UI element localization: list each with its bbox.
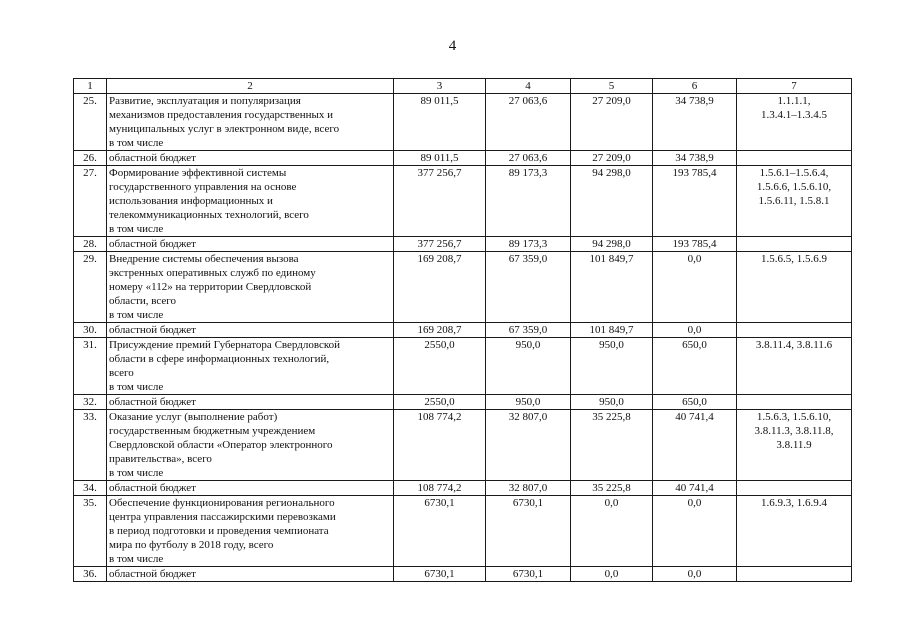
- column-header: 4: [486, 79, 571, 94]
- column-header: 1: [74, 79, 107, 94]
- value-cell-c5: 0,0: [571, 567, 653, 582]
- value-cell-c5: 950,0: [571, 338, 653, 395]
- column-header: 2: [107, 79, 394, 94]
- description-line: телекоммуникационных технологий, всего: [109, 209, 309, 221]
- value-cell-c4: 6730,1: [486, 496, 571, 567]
- page-number: 4: [448, 38, 457, 54]
- value-cell-c3: 108 774,2: [394, 481, 486, 496]
- reference-cell: [737, 237, 852, 252]
- table-row: [74, 151, 852, 166]
- value-cell-c6: 650,0: [653, 395, 737, 410]
- value-cell-c4: 950,0: [486, 338, 571, 395]
- description-line: муниципальных услуг в электронном виде, всего: [109, 123, 340, 135]
- table-row: [74, 323, 852, 338]
- description-line: всего: [109, 367, 134, 379]
- table-row: [74, 496, 852, 567]
- row-description: [107, 237, 394, 252]
- reference-line: 1.5.6.1–1.5.6.4,: [759, 167, 829, 179]
- description-line: областной бюджет: [109, 482, 196, 494]
- description-line: в том числе: [109, 467, 164, 479]
- value-cell-c4: 89 173,3: [486, 166, 571, 237]
- description-line: государственным бюджетным учреждением: [109, 425, 316, 437]
- value-cell-c3: 108 774,2: [394, 410, 486, 481]
- row-number: 26.: [74, 151, 107, 166]
- description-line: областной бюджет: [109, 238, 196, 250]
- value-cell-c4: 89 173,3: [486, 237, 571, 252]
- value-cell-c3: 377 256,7: [394, 166, 486, 237]
- value-cell-c6: 0,0: [653, 496, 737, 567]
- value-cell-c5: 35 225,8: [571, 410, 653, 481]
- value-cell-c4: 32 807,0: [486, 410, 571, 481]
- description-line: Развитие, эксплуатация и популяризация: [109, 95, 301, 107]
- table-body: [74, 94, 852, 582]
- column-header: 3: [394, 79, 486, 94]
- header-row: [74, 79, 852, 94]
- row-number: 28.: [74, 237, 107, 252]
- row-number: 25.: [74, 94, 107, 151]
- value-cell-c3: 2550,0: [394, 395, 486, 410]
- description-line: номеру «112» на территории Свердловской: [109, 281, 312, 293]
- value-cell-c3: 377 256,7: [394, 237, 486, 252]
- row-number: 33.: [74, 410, 107, 481]
- row-description: [107, 481, 394, 496]
- reference-cell: [737, 481, 852, 496]
- reference-cell: [737, 410, 852, 481]
- description-line: в том числе: [109, 137, 164, 149]
- value-cell-c6: 40 741,4: [653, 481, 737, 496]
- value-cell-c5: 35 225,8: [571, 481, 653, 496]
- value-cell-c5: 101 849,7: [571, 252, 653, 323]
- reference-cell: [737, 338, 852, 395]
- table-row: [74, 481, 852, 496]
- value-cell-c3: 169 208,7: [394, 252, 486, 323]
- value-cell-c4: 6730,1: [486, 567, 571, 582]
- value-cell-c4: 67 359,0: [486, 323, 571, 338]
- description-line: Оказание услуг (выполнение работ): [109, 411, 278, 423]
- reference-cell: [737, 496, 852, 567]
- reference-line: 1.5.6.3, 1.5.6.10,: [756, 411, 832, 423]
- value-cell-c4: 32 807,0: [486, 481, 571, 496]
- description-line: использования информационных и: [109, 195, 273, 207]
- description-line: в том числе: [109, 223, 164, 235]
- value-cell-c6: 193 785,4: [653, 166, 737, 237]
- row-description: [107, 410, 394, 481]
- column-header: 5: [571, 79, 653, 94]
- table-row: [74, 338, 852, 395]
- reference-line: 1.5.6.5, 1.5.6.9: [761, 253, 827, 265]
- description-line: в том числе: [109, 381, 164, 393]
- value-cell-c3: 6730,1: [394, 567, 486, 582]
- value-cell-c3: 89 011,5: [394, 151, 486, 166]
- description-line: Внедрение системы обеспечения вызова: [109, 253, 299, 265]
- value-cell-c5: 101 849,7: [571, 323, 653, 338]
- budget-table: [73, 78, 852, 582]
- value-cell-c6: 193 785,4: [653, 237, 737, 252]
- description-line: Обеспечение функционирования регионального: [109, 497, 335, 509]
- value-cell-c6: 34 738,9: [653, 151, 737, 166]
- table-row: [74, 567, 852, 582]
- value-cell-c6: 650,0: [653, 338, 737, 395]
- reference-cell: [737, 166, 852, 237]
- reference-cell: [737, 395, 852, 410]
- value-cell-c3: 2550,0: [394, 338, 486, 395]
- value-cell-c4: 27 063,6: [486, 151, 571, 166]
- reference-cell: [737, 567, 852, 582]
- reference-line: 1.5.6.6, 1.5.6.10,: [756, 181, 832, 193]
- value-cell-c4: 67 359,0: [486, 252, 571, 323]
- description-line: области, всего: [109, 295, 177, 307]
- value-cell-c6: 34 738,9: [653, 94, 737, 151]
- value-cell-c5: 27 209,0: [571, 151, 653, 166]
- row-number: 29.: [74, 252, 107, 323]
- reference-line: 3.8.11.9: [776, 439, 812, 451]
- reference-cell: [737, 94, 852, 151]
- reference-line: 1.5.6.11, 1.5.8.1: [758, 195, 830, 207]
- value-cell-c5: 94 298,0: [571, 237, 653, 252]
- reference-line: 1.3.4.1–1.3.4.5: [761, 109, 827, 121]
- description-line: областной бюджет: [109, 568, 196, 580]
- row-description: [107, 338, 394, 395]
- row-number: 36.: [74, 567, 107, 582]
- table-row: [74, 94, 852, 151]
- value-cell-c6: 40 741,4: [653, 410, 737, 481]
- column-header: 6: [653, 79, 737, 94]
- value-cell-c5: 0,0: [571, 496, 653, 567]
- reference-cell: [737, 151, 852, 166]
- row-description: [107, 496, 394, 567]
- description-line: областной бюджет: [109, 324, 196, 336]
- description-line: механизмов предоставления государственных и: [109, 109, 334, 121]
- value-cell-c3: 89 011,5: [394, 94, 486, 151]
- description-line: области в сфере информационных технологий,: [109, 353, 330, 365]
- column-header: 7: [737, 79, 852, 94]
- row-number: 32.: [74, 395, 107, 410]
- row-description: [107, 323, 394, 338]
- table-row: [74, 410, 852, 481]
- row-description: [107, 252, 394, 323]
- description-line: государственного управления на основе: [109, 181, 297, 193]
- value-cell-c6: 0,0: [653, 323, 737, 338]
- value-cell-c5: 950,0: [571, 395, 653, 410]
- value-cell-c6: 0,0: [653, 252, 737, 323]
- row-number: 31.: [74, 338, 107, 395]
- reference-cell: [737, 323, 852, 338]
- reference-line: 1.6.9.3, 1.6.9.4: [761, 497, 827, 509]
- row-number: 27.: [74, 166, 107, 237]
- description-line: Свердловской области «Оператор электронного: [109, 439, 333, 451]
- value-cell-c3: 6730,1: [394, 496, 486, 567]
- table-row: [74, 252, 852, 323]
- table-row: [74, 237, 852, 252]
- description-line: правительства», всего: [109, 453, 212, 465]
- value-cell-c4: 950,0: [486, 395, 571, 410]
- value-cell-c5: 27 209,0: [571, 94, 653, 151]
- value-cell-c3: 169 208,7: [394, 323, 486, 338]
- reference-line: 1.1.1.1,: [777, 95, 811, 107]
- value-cell-c6: 0,0: [653, 567, 737, 582]
- description-line: областной бюджет: [109, 396, 196, 408]
- row-description: [107, 151, 394, 166]
- row-description: [107, 567, 394, 582]
- description-line: областной бюджет: [109, 152, 196, 164]
- row-description: [107, 94, 394, 151]
- description-line: в период подготовки и проведения чемпионата: [109, 525, 329, 537]
- description-line: Присуждение премий Губернатора Свердловской: [109, 339, 341, 351]
- row-number: 35.: [74, 496, 107, 567]
- table-row: [74, 166, 852, 237]
- value-cell-c4: 27 063,6: [486, 94, 571, 151]
- reference-line: 3.8.11.3, 3.8.11.8,: [754, 425, 834, 437]
- row-description: [107, 166, 394, 237]
- reference-line: 3.8.11.4, 3.8.11.6: [755, 339, 833, 351]
- description-line: Формирование эффективной системы: [109, 167, 287, 179]
- description-line: в том числе: [109, 553, 164, 565]
- description-line: экстренных оперативных служб по единому: [109, 267, 316, 279]
- description-line: в том числе: [109, 309, 164, 321]
- description-line: мира по футболу в 2018 году, всего: [109, 539, 274, 551]
- row-number: 34.: [74, 481, 107, 496]
- row-number: 30.: [74, 323, 107, 338]
- table-row: [74, 395, 852, 410]
- description-line: центра управления пассажирскими перевозками: [109, 511, 336, 523]
- value-cell-c5: 94 298,0: [571, 166, 653, 237]
- row-description: [107, 395, 394, 410]
- reference-cell: [737, 252, 852, 323]
